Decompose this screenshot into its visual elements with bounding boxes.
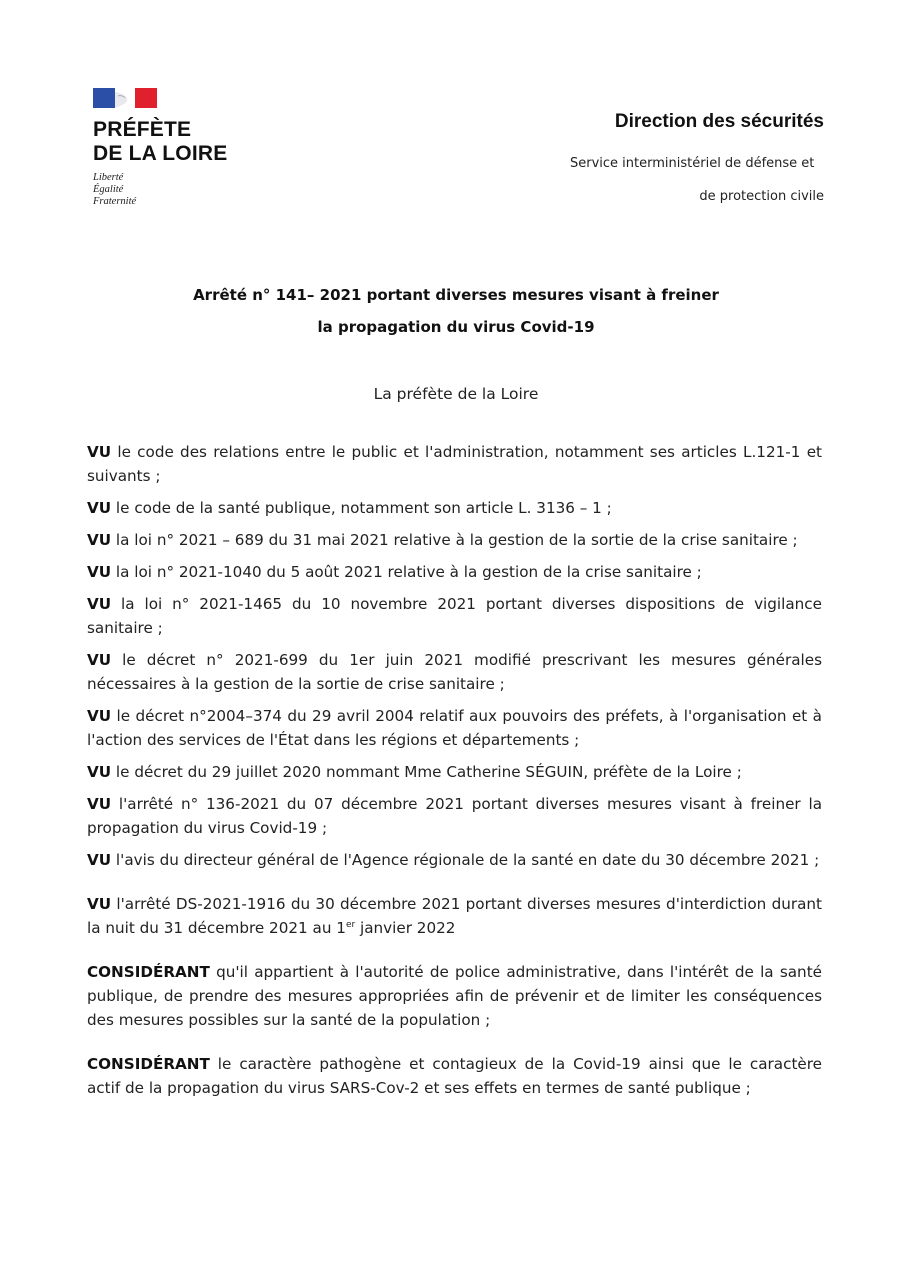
motto [93,172,293,208]
keyword: VU [87,563,112,581]
keyword: VU [87,595,112,613]
service-line-1: Service interministériel de défense et [570,156,815,171]
issuing-authority: La préfète de la Loire [373,385,539,403]
keyword: CONSIDÉRANT [87,1055,210,1073]
logo-line-2: DE LA LOIRE [93,142,228,165]
keyword: VU [87,851,112,869]
logo-title [93,118,293,166]
keyword: VU [87,895,112,913]
paragraph-text: le décret du 29 juillet 2020 nommant Mme Catherine SÉGUIN, préfète de la Loire ; [111,763,742,781]
visa-paragraph [87,648,822,696]
visa-paragraph [87,440,822,488]
motto-egalite: Égalité [93,184,124,195]
document-body [87,440,822,1108]
motto-liberte: Liberté [93,172,124,183]
keyword: VU [87,443,112,461]
visa-paragraph [87,792,822,840]
paragraph-text: l'arrêté DS-2021-1916 du 30 décembre 2021 portant diverses mesures d'interdiction durant la nuit du 31 décembre 2021 au 1 [87,895,822,937]
keyword: VU [87,531,112,549]
keyword: VU [87,707,112,725]
visa-paragraph [87,848,822,872]
keyword: VU [87,651,112,669]
direction-heading: Direction des sécurités [614,111,824,132]
paragraph-text: le code de la santé publique, notamment son article L. 3136 – 1 ; [111,499,612,517]
visa-paragraph [87,528,822,552]
visa-paragraph [87,704,822,752]
paragraph-text: l'avis du directeur général de l'Agence régionale de la santé en date du 30 décembre 2021 ; [111,851,820,869]
paragraph-text: qu'il appartient à l'autorité de police administrative, dans l'intérêt de la santé publique, de prendre des mesures appropriées afin de prévenir et de limiter les conséquences des mesures possibles sur la santé de la population ; [87,963,822,1029]
keyword: VU [87,763,112,781]
visa-paragraph [87,496,822,520]
keyword: CONSIDÉRANT [87,963,210,981]
document-title-line-1: Arrêté n° 141– 2021 portant diverses mesures visant à freiner [193,286,719,304]
paragraph-text: le décret n° 2021-699 du 1er juin 2021 modifié prescrivant les mesures générales nécessaires à la gestion de la sortie de crise sanitaire ; [87,651,822,693]
paragraph-text: la loi n° 2021 – 689 du 31 mai 2021 relative à la gestion de la sortie de la crise sanitaire ; [111,531,798,549]
ordinal-superscript: er [345,919,356,930]
paragraph-text: le caractère pathogène et contagieux de la Covid-19 ainsi que le caractère actif de la propagation du virus SARS-Cov-2 et ses effets en termes de santé publique ; [87,1055,822,1097]
visa-paragraph [87,592,822,640]
considerant-paragraph [87,1052,822,1100]
paragraph-text: la loi n° 2021-1465 du 10 novembre 2021 portant diverses dispositions de vigilance sanitaire ; [87,595,822,637]
paragraph-text-end: janvier 2022 [355,919,456,937]
visa-paragraph [87,892,822,940]
motto-fraternite: Fraternité [93,196,137,207]
paragraph-text: le décret n°2004–374 du 29 avril 2004 relatif aux pouvoirs des préfets, à l'organisation et à l'action des services de l'État dans les régions et départements ; [87,707,822,749]
visa-paragraph [87,760,822,784]
paragraph-text: l'arrêté n° 136-2021 du 07 décembre 2021 portant diverses mesures visant à freiner la propagation du virus Covid-19 ; [87,795,822,837]
service-line-2: de protection civile [699,189,824,204]
document-title-line-2: la propagation du virus Covid-19 [317,318,595,336]
prefecture-logo [93,86,293,208]
visa-paragraph [87,560,822,584]
logo-line-1: PRÉFÈTE [93,118,192,141]
paragraph-text: la loi n° 2021-1040 du 5 août 2021 relative à la gestion de la crise sanitaire ; [111,563,702,581]
marianne-flag-icon [93,86,157,110]
considerant-paragraph [87,960,822,1032]
keyword: VU [87,499,112,517]
keyword: VU [87,795,112,813]
paragraph-text: le code des relations entre le public et l'administration, notamment ses articles L.121-1 et suivants ; [87,443,822,485]
